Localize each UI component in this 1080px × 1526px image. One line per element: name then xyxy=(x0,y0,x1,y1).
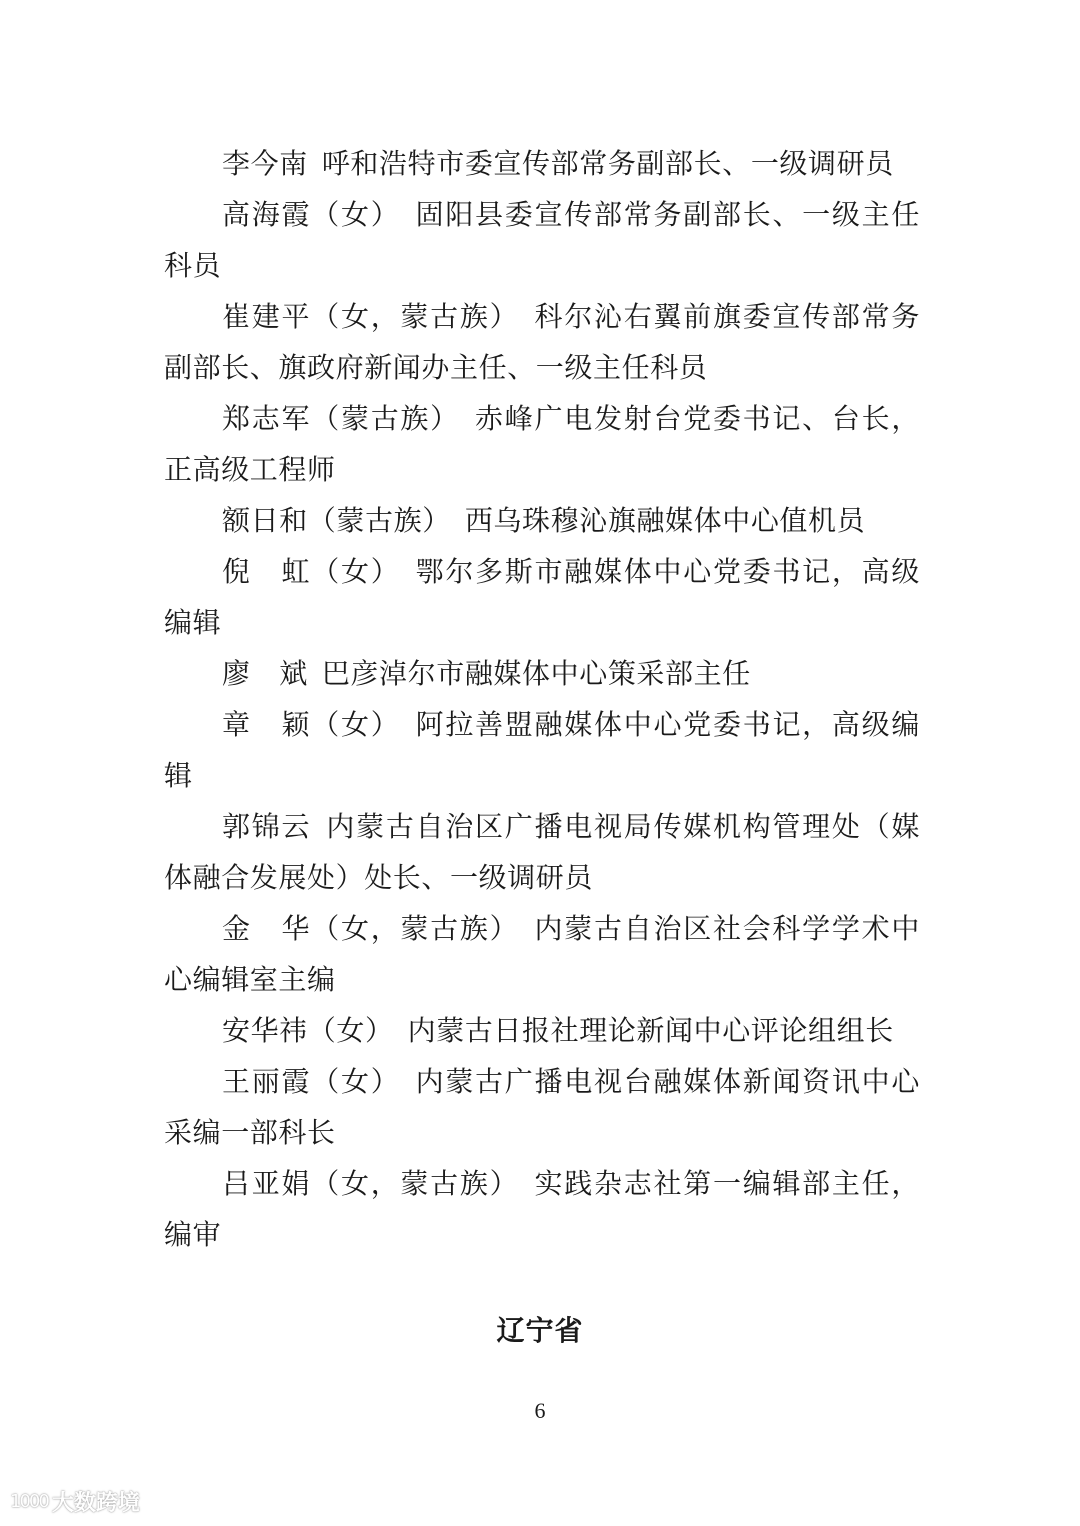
member-name: 郑志军（蒙古族） xyxy=(222,402,460,435)
member-entry xyxy=(164,546,920,648)
member-name: 高海霞（女） xyxy=(222,198,401,231)
member-title: 内蒙古自治区广播电视局传媒机构管理处（媒体融合发展处）处长、一级调研员 xyxy=(164,810,920,894)
member-name: 郭锦云 xyxy=(222,810,312,843)
member-title: 巴彦淖尔市融媒体中心策采部主任 xyxy=(321,657,751,690)
member-entry xyxy=(164,189,920,291)
member-title: 赤峰广电发射台党委书记、台长，正高级工程师 xyxy=(164,402,920,486)
member-list xyxy=(164,138,920,1260)
page-number: 6 xyxy=(534,1398,546,1423)
member-name: 章 颖（女） xyxy=(222,708,401,741)
member-entry xyxy=(164,495,920,546)
member-name: 李今南 xyxy=(222,147,308,180)
watermark-logo-icon: 1000 xyxy=(10,1491,48,1512)
member-entry xyxy=(164,648,920,699)
member-name: 额日和（蒙古族） xyxy=(222,504,451,537)
member-title: 固阳县委宣传部常务副部长、一级主任科员 xyxy=(164,198,920,282)
member-entry xyxy=(164,393,920,495)
member-title: 实践杂志社第一编辑部主任，编审 xyxy=(164,1167,920,1251)
member-name: 廖 斌 xyxy=(222,657,308,690)
member-name: 吕亚娟（女，蒙古族） xyxy=(222,1167,520,1200)
member-title: 科尔沁右翼前旗委宣传部常务副部长、旗政府新闻办主任、一级主任科员 xyxy=(164,300,920,384)
member-name: 安华祎（女） xyxy=(222,1014,394,1047)
member-title: 阿拉善盟融媒体中心党委书记，高级编辑 xyxy=(164,708,920,792)
member-entry xyxy=(164,903,920,1005)
member-entry xyxy=(164,291,920,393)
member-name: 金 华（女，蒙古族） xyxy=(222,912,520,945)
member-name: 崔建平（女，蒙古族） xyxy=(222,300,520,333)
member-entry xyxy=(164,1056,920,1158)
watermark-text: 大数跨境 xyxy=(51,1491,140,1516)
member-name: 倪 虹（女） xyxy=(222,555,401,588)
member-entry xyxy=(164,138,920,189)
member-name: 王丽霞（女） xyxy=(222,1065,401,1098)
section-heading: 辽宁省 xyxy=(496,1314,584,1347)
watermark xyxy=(10,1486,140,1517)
member-entry xyxy=(164,1158,920,1260)
member-title: 内蒙古自治区社会科学学术中心编辑室主编 xyxy=(164,912,920,996)
member-title: 内蒙古日报社理论新闻中心评论组组长 xyxy=(407,1014,894,1047)
member-entry xyxy=(164,1005,920,1056)
member-title: 内蒙古广播电视台融媒体新闻资讯中心采编一部科长 xyxy=(164,1065,920,1149)
member-title: 西乌珠穆沁旗融媒体中心值机员 xyxy=(464,504,866,537)
member-title: 鄂尔多斯市融媒体中心党委书记，高级编辑 xyxy=(164,555,920,639)
member-entry xyxy=(164,699,920,801)
member-title: 呼和浩特市委宣传部常务副部长、一级调研员 xyxy=(321,147,894,180)
member-entry xyxy=(164,801,920,903)
